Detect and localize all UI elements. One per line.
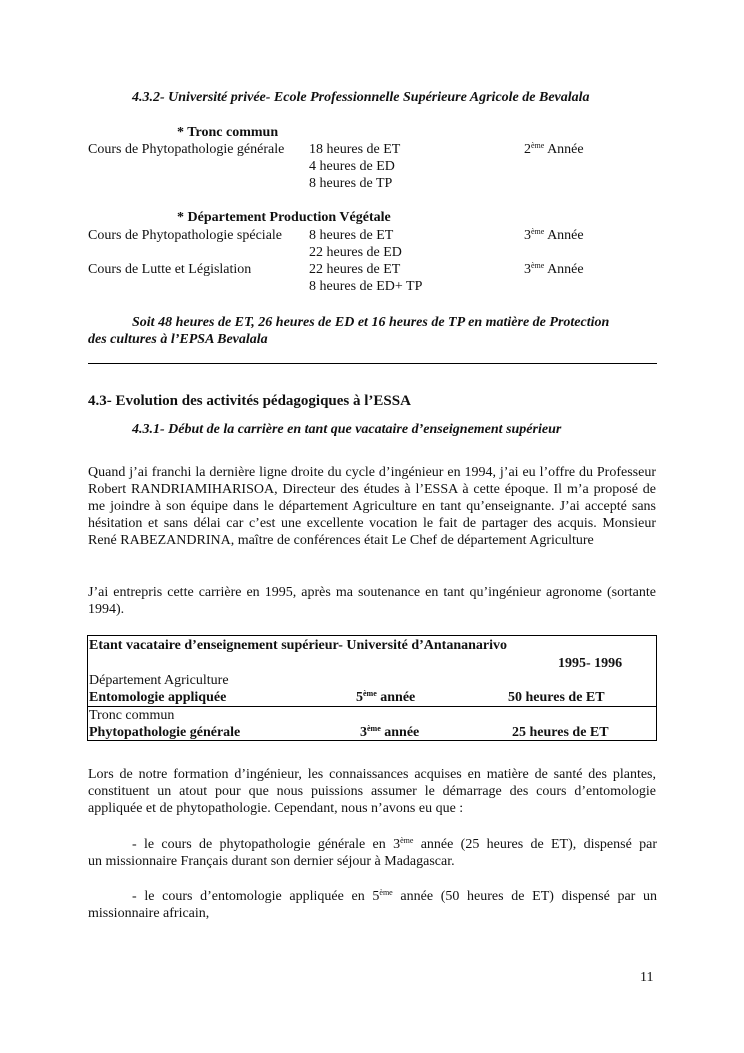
table-dept: Département Agriculture [89, 673, 229, 688]
course-name: Cours de Phytopathologie spéciale [88, 228, 283, 243]
summary-line-2: des cultures à l’EPSA Bevalala [88, 332, 268, 347]
course-hours: 22 heures de ED [309, 245, 402, 260]
tronc-commun-title: * Tronc commun [177, 125, 279, 140]
table-course: Entomologie appliquée [89, 690, 227, 705]
paragraph-1: Quand j’ai franchi la dernière ligne droite du cycle d’ingénieur en 1994, j’ai eu l’offre du Professeur Robert RANDRIAMIHARISOA, Directeur des études à l’ESSA à cette époque. Il m’a proposé de me joindre à son équipe dans le département Agriculture en tant qu’enseignante. J’ai accepté sans hésitation et sans délai car c’est une excellente vocation le fait de partager des acquis. Monsieur René RABEZANDRINA, maître de conférences était Le Chef de département Agriculture [88, 465, 656, 548]
course-name: Cours de Lutte et Législation [88, 262, 252, 277]
table-year: 3ème année [360, 724, 420, 740]
course-year: 3ème Année [524, 261, 584, 277]
course-hours: 8 heures de TP [309, 176, 393, 191]
summary-line-1: Soit 48 heures de ET, 26 heures de ED et 16 heures de TP en matière de Protection [132, 315, 610, 330]
course-hours: 22 heures de ET [309, 262, 401, 277]
section-432-heading: 4.3.2- Université privée- Ecole Professionnelle Supérieure Agricole de Bevalala [132, 90, 590, 105]
table-title: Etant vacataire d’enseignement supérieur- Université d’Antananarivo [89, 638, 508, 653]
table-hours: 50 heures de ET [508, 690, 605, 705]
page-number: 11 [640, 970, 654, 985]
course-hours: 18 heures de ET [309, 142, 401, 157]
bullet-2-continuation: missionnaire africain, [88, 906, 210, 921]
bullet-2: - le cours d’entomologie appliquée en 5ème année (50 heures de ET) dispensé par un [132, 888, 658, 904]
dept-title: * Département Production Végétale [177, 210, 391, 225]
section-43-heading: 4.3- Evolution des activités pédagogiques à l’ESSA [88, 393, 411, 409]
bullet-1-continuation: un missionnaire Français durant son dernier séjour à Madagascar. [88, 854, 455, 869]
course-hours: 8 heures de ET [309, 228, 394, 243]
section-divider [88, 363, 657, 364]
course-hours: 8 heures de ED+ TP [309, 279, 423, 294]
paragraph-2: J’ai entrepris cette carrière en 1995, après ma soutenance en tant qu’ingénieur agronome (sortante 1994). [88, 585, 656, 617]
table-course: Phytopathologie générale [89, 725, 241, 740]
course-year: 3ème Année [524, 227, 584, 243]
section-431-heading: 4.3.1- Début de la carrière en tant que vacataire d’enseignement supérieur [132, 422, 562, 437]
table-period: 1995- 1996 [558, 656, 623, 671]
paragraph-3: Lors de notre formation d’ingénieur, les connaissances acquises en matière de santé des plantes, constituent un atout pour que nous puissions assumer le démarrage des cours d’entomologie appliquée et de phytopathologie. Cependant, nous n’avons eu que : [88, 767, 656, 816]
table-dept: Tronc commun [89, 708, 175, 723]
bullet-1: - le cours de phytopathologie générale en 3ème année (25 heures de ET), dispensé par [132, 836, 657, 852]
course-name: Cours de Phytopathologie générale [88, 142, 285, 157]
table-hours: 25 heures de ET [512, 725, 609, 740]
course-year: 2ème Année [524, 141, 584, 157]
table-year: 5ème année [356, 689, 416, 705]
course-hours: 4 heures de ED [309, 159, 395, 174]
